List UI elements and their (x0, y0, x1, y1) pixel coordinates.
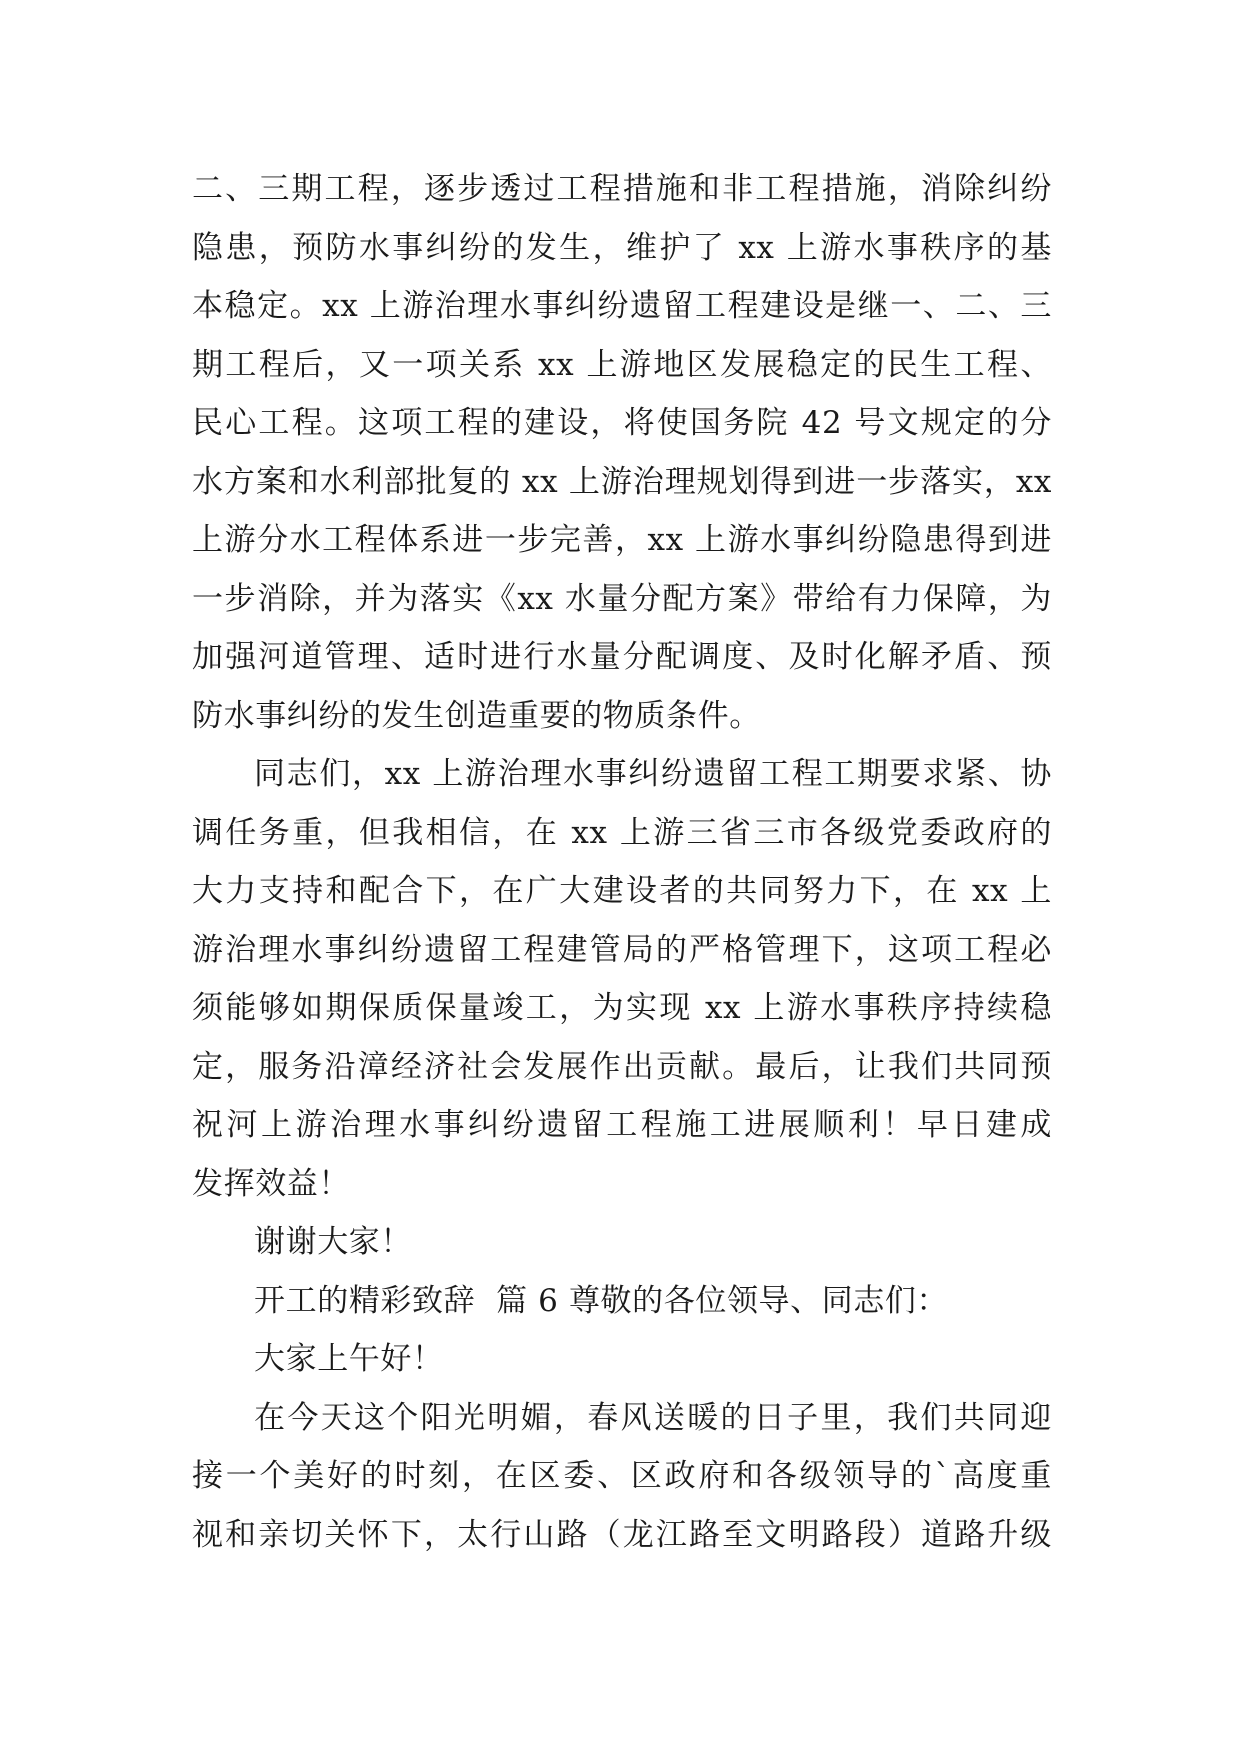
text-line: 二、三期工程，逐步透过工程措施和非工程措施，消除纠纷 (192, 171, 1052, 207)
section-heading: 开工的精彩致辞 篇 6 尊敬的各位领导、同志们： (254, 1282, 949, 1319)
text-line: 加强河道管理、适时进行水量分配调度、及时化解矛盾、预 (192, 639, 1052, 675)
text-line: 须能够如期保质保量竣工，为实现 xx 上游水事秩序持续稳 (192, 990, 1052, 1026)
text-line: 接一个美好的时刻，在区委、区政府和各级领导的`高度重 (192, 1458, 1052, 1494)
text-line: 同志们，xx 上游治理水事纠纷遗留工程工期要求紧、协 (254, 756, 1052, 792)
text-line: 在今天这个阳光明媚，春风送暖的日子里，我们共同迎 (254, 1399, 1052, 1436)
text-line: 本稳定。xx 上游治理水事纠纷遗留工程建设是继一、二、三 (192, 288, 1052, 324)
text-line: 祝河上游治理水事纠纷遗留工程施工进展顺利！早日建成 (192, 1107, 1052, 1143)
text-line: 大力支持和配合下，在广大建设者的共同努力下，在 xx 上 (192, 873, 1052, 909)
text-line: 防水事纠纷的发生创造重要的物质条件。 (192, 697, 761, 734)
text-line: 隐患，预防水事纠纷的发生，维护了 xx 上游水事秩序的基 (192, 229, 1052, 266)
document-body (192, 160, 1052, 1564)
text-line: 定，服务沿漳经济社会发展作出贡献。最后，让我们共同预 (192, 1048, 1052, 1085)
text-line: 谢谢大家！ (254, 1224, 412, 1260)
text-line: 水方案和水利部批复的 xx 上游治理规划得到进一步落实，xx (192, 463, 1052, 500)
text-line: 发挥效益！ (192, 1165, 350, 1202)
text-line: 期工程后，又一项关系 xx 上游地区发展稳定的民生工程、 (192, 346, 1052, 383)
text-line: 一步消除，并为落实《xx 水量分配方案》带给有力保障，为 (192, 580, 1052, 617)
text-line: 上游分水工程体系进一步完善，xx 上游水事纠纷隐患得到进 (192, 522, 1052, 558)
text-line: 民心工程。这项工程的建设，将使国务院 42 号文规定的分 (192, 405, 1052, 441)
text-line: 视和亲切关怀下，太行山路（龙江路至文明路段）道路升级 (192, 1516, 1052, 1553)
text-line: 调任务重，但我相信，在 xx 上游三省三市各级党委政府的 (192, 814, 1052, 851)
text-line: 大家上午好！ (254, 1341, 444, 1377)
text-line: 游治理水事纠纷遗留工程建管局的严格管理下，这项工程必 (192, 931, 1052, 968)
